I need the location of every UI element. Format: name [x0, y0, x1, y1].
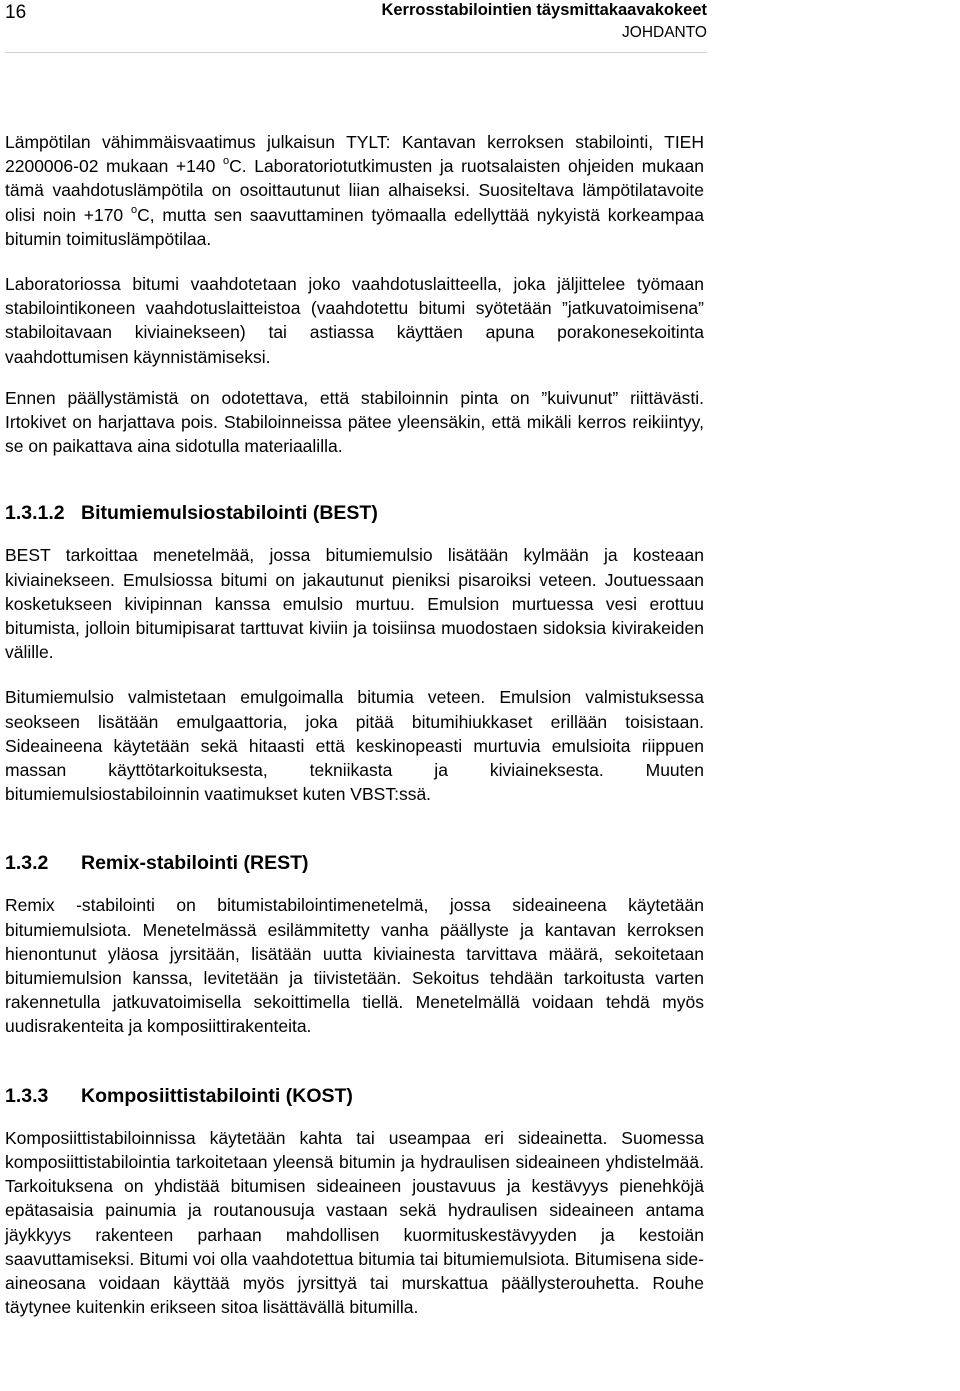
paragraph-text: C. Laboratoriotutkimusten ja ruotsalaisten ohjeiden mukaan tämä vaahdotuslämpötila on osoittautunut liian alhaiseksi. Suositeltava lämpötilatavoite olisi noin +170 — [5, 156, 704, 225]
paragraph-text: C, mutta sen saavuttaminen työmaalla edellyttää nykyistä korkeampaa bitumin toimituslämpötilaa. — [5, 204, 704, 249]
running-title: Kerrosstabilointien täysmittakaavakokeet — [381, 1, 707, 19]
paragraph-text: Lämpötilan vähimmäisvaatimus julkaisun TYLT: Kantavan kerroksen stabilointi, TIEH 2200006-02 mukaan +140 — [5, 132, 704, 177]
page-number: 16 — [5, 2, 27, 23]
section-heading-rest — [5, 850, 704, 876]
document-body — [5, 130, 704, 1319]
section-number: 1.3.2 — [5, 852, 49, 875]
degree-superscript: o — [130, 203, 138, 216]
degree-superscript: o — [222, 155, 230, 168]
section-heading-kost — [5, 1083, 704, 1109]
paragraph-best-definition: BEST tarkoittaa menetelmää, jossa bitumiemulsio lisätään kylmään ja kosteaan kiviainekseen. Emulsiossa bitumi on jakautunut pieniksi pisaroiksi veteen. Joutuessaan kosketukseen kivipinnan kanssa emulsio murtuu. Emulsion murtuessa vesi erottuu bitumista, jolloin bitumipisarat tarttuvat kiviin ja toisiinsa muodostaen sidoksia kivirakeiden välille. — [5, 545, 704, 663]
section-title: Bitumiemulsiostabilointi (BEST) — [81, 502, 378, 525]
paragraph-composite-definition: Komposiittistabiloinnissa käytetään kahta tai useampaa eri sideainetta. Suomessa komposiittistabilointia tarkoitetaan yleensä bitumin ja hydraulisen sideaineen yhdistelmää. Tarkoituksena on yhdistää bitumisen sideaineen joustavuus ja kestävyys pienehköjä epätasaisia painumia ja routanousuja vastaan sekä hydraulisen sideaineen antama jäykkyys rakenteen parhaan mahdollisen kuormituskestävyyden ja kestoiän saavuttamiseksi. Bitumi voi olla vaahdotettua bitumia tai bitumiemulsiota. Bitumisena sideaineosana voidaan käyttää myös jyrsittyä tai murskattua päällysterouhetta. Rouhe täytynee kuitenkin erikseen sitoa lisättävällä bitumilla. — [5, 1127, 704, 1318]
paragraph-laboratory-foaming: Laboratoriossa bitumi vaahdotetaan joko vaahdotuslaitteella, joka jäljittelee työmaan stabilointikoneen vaahdotuslaitteistoa (vaahdotettu bitumi syötetään ”jatkuvatoimisena” stabiloitavaan kiviainekseen) tai astiassa käyttäen apuna porakonesekoitinta vaahdottumisen käynnistämiseksi. — [5, 274, 704, 367]
section-number: 1.3.3 — [5, 1084, 49, 1107]
section-heading-best — [5, 500, 704, 526]
section-title: Komposiittistabilointi (KOST) — [81, 1084, 353, 1107]
paragraph-before-paving: Ennen päällystämistä on odotettava, että stabiloinnin pinta on ”kuivunut” riittävästi. Irtokivet on harjattava pois. Stabiloinneissa pätee yleensäkin, että mikäli kerros reikiintyy, se on paikattava aina sidotulla materiaalilla. — [5, 387, 704, 457]
paragraph-remix-definition: Remix -stabilointi on bitumistabilointimenetelmä, jossa sideaineena käytetään bitumiemulsiota. Menetelmässä esilämmitetty vanha päällyste ja kantavan kerroksen hienontunut yläosa jyrsitään, lisätään uutta kiviainesta tarvittava määrä, sekoitetaan bitumiemulsion kanssa, levitetään ja tiivistetään. Sekoitus tehdään tarkoitusta varten rakennetulla jatkuvatoimisella sekoittimella tiellä. Menetelmällä voidaan tehdä myös uudisrakenteita ja komposiittirakenteita. — [5, 895, 704, 1037]
chapter-label: JOHDANTO — [622, 24, 707, 41]
section-number: 1.3.1.2 — [5, 502, 65, 525]
page-header — [5, 0, 707, 53]
paragraph-emulsion-production: Bitumiemulsio valmistetaan emulgoimalla bitumia veteen. Emulsion valmistuksessa seokseen lisätään emulgaattoria, joka pitää bitumihiukkaset erillään toisistaan. Sideaineena käytetään sekä hitaasti että keskinopeasti murtuvia emulsioita riippuen massan käyttötarkoituksesta, tekniikasta ja kiviaineksesta. Muuten bitumiemulsiostabiloinnin vaatimukset kuten VBST:ssä. — [5, 687, 704, 805]
section-title: Remix-stabilointi (REST) — [81, 852, 309, 875]
paragraph-temperature-requirement — [5, 130, 704, 251]
